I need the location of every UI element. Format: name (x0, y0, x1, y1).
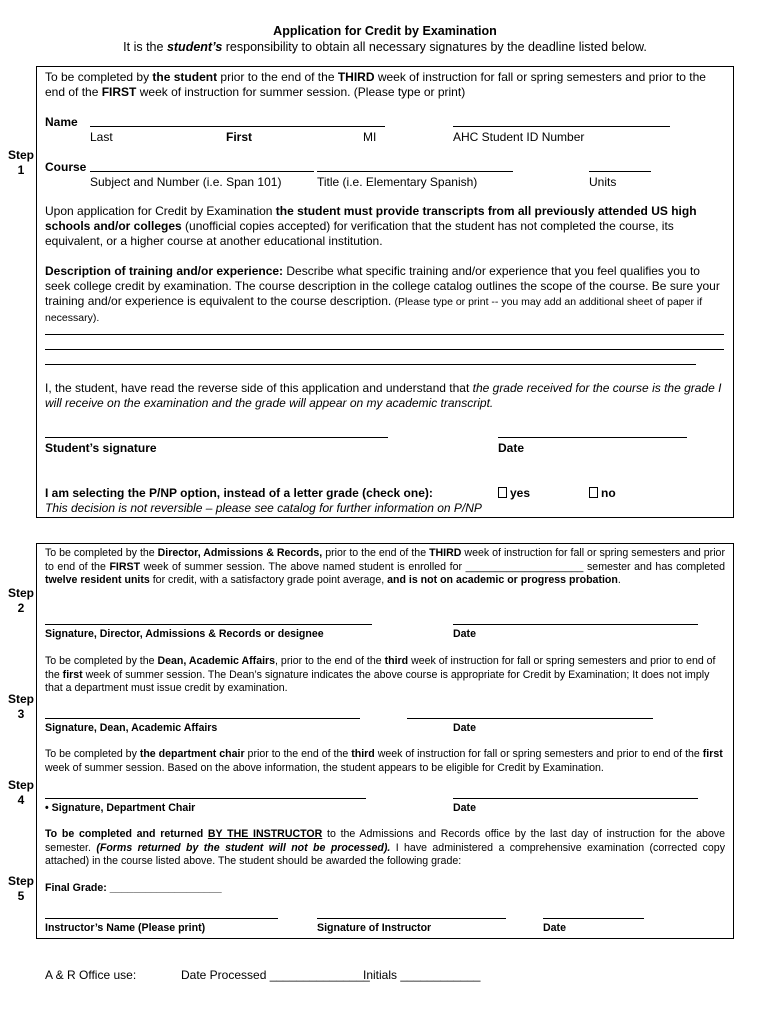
pnp-no-checkbox[interactable] (589, 487, 598, 498)
chair-date-field[interactable] (453, 798, 698, 799)
director-date-field[interactable] (453, 624, 698, 625)
subtitle-emphasis: student’s (166, 40, 223, 54)
course-title-caption: Title (i.e. Elementary Spanish) (317, 175, 478, 189)
student-date-caption: Date (498, 441, 525, 455)
middle-initial-caption: MI (363, 130, 377, 144)
approvals-section (36, 543, 734, 939)
course-title-field[interactable] (317, 171, 513, 172)
date-processed-field[interactable]: Date Processed _______________ (181, 968, 370, 982)
subtitle-text: It is the (123, 40, 167, 54)
step-3-paragraph: To be completed by the Dean, Academic Affairs, prior to the end of the third week of instruction for fall or spring semesters and prior to end of the first week of summer session. The Dean’s signature indicates the above course is appropriate for Credit by Examination; It does not imply that a department must issue credit by examination. (45, 655, 716, 694)
dean-date-caption: Date (453, 722, 476, 734)
subject-number-caption: Subject and Number (i.e. Span 101) (90, 175, 282, 189)
course-subject-field[interactable] (90, 171, 314, 172)
student-id-caption: AHC Student ID Number (453, 130, 585, 144)
student-id-field[interactable] (453, 126, 670, 127)
description-line-2[interactable] (45, 349, 724, 350)
name-field[interactable] (90, 126, 385, 127)
student-signature-field[interactable] (45, 437, 388, 438)
first-name-caption: First (226, 130, 253, 144)
office-use-label: A & R Office use: (45, 968, 137, 982)
director-signature-caption: Signature, Director, Admissions & Records or designee (45, 628, 324, 640)
step-3-label: Step 3 (7, 692, 34, 721)
step-5-label: Step 5 (7, 874, 34, 903)
dean-signature-field[interactable] (45, 718, 360, 719)
name-label: Name (45, 115, 78, 129)
student-signature-caption: Student’s signature (45, 441, 157, 455)
step-1-intro: To be completed by the student prior to the end of the THIRD week of instruction for fall or spring semesters and prior to the end of the FIRST week of instruction for summer session. (Please type or print) (45, 70, 706, 99)
pnp-note: This decision is not reversible – please see catalog for further information on P/NP (45, 501, 482, 515)
step-2-paragraph: To be completed by the Director, Admissions & Records, prior to the end of the THIRD week of instruction for fall or spring semesters and prior to end of the FIRST week of summer session. The above named student is enrolled for ____________________ semester and has completed twelve resident units for credit, with a satisfactory grade point average, and is not on academic or progress probation. (45, 547, 725, 586)
dean-date-field[interactable] (407, 718, 653, 719)
form-title: Application for Credit by Examination (273, 24, 497, 38)
initials-field[interactable]: Initials ____________ (363, 968, 481, 982)
instructor-date-caption: Date (543, 922, 566, 934)
chair-signature-field[interactable] (45, 798, 366, 799)
subtitle-text-end: responsibility to obtain all necessary signatures by the deadline listed below. (222, 40, 647, 54)
chair-date-caption: Date (453, 802, 476, 814)
last-name-caption: Last (90, 130, 113, 144)
description-line-1[interactable] (45, 334, 724, 335)
pnp-yes-option[interactable] (498, 486, 530, 500)
pnp-no-option[interactable] (589, 486, 616, 500)
instructor-name-field[interactable] (45, 918, 278, 919)
director-date-caption: Date (453, 628, 476, 640)
chair-signature-caption: • Signature, Department Chair (45, 802, 196, 814)
pnp-yes-checkbox[interactable] (498, 487, 507, 498)
student-date-field[interactable] (498, 437, 687, 438)
step-4-paragraph: To be completed by the department chair prior to the end of the third week of instruction for fall or spring semesters and prior to end of the first week of summer session. Based on the above information, the student appears to be eligible for Credit by Examination. (45, 748, 723, 774)
dean-signature-caption: Signature, Dean, Academic Affairs (45, 722, 218, 734)
instructor-signature-caption: Signature of Instructor (317, 922, 432, 934)
pnp-yes-label: yes (510, 486, 531, 500)
units-field[interactable] (589, 171, 651, 172)
pnp-question: I am selecting the P/NP option, instead of a letter grade (check one): (45, 486, 433, 500)
transcripts-paragraph: Upon application for Credit by Examination the student must provide transcripts from all previously attended US high schools and/or colleges (unofficial copies accepted) for verification that the student has not completed the course, its equivalent, or a higher course at another educational institution. (45, 204, 697, 248)
step-2-label: Step 2 (7, 586, 34, 615)
step-5-paragraph: To be completed and returned BY THE INSTRUCTOR to the Admissions and Records office by the last day of instruction for the above semester. (Forms returned by the student will not be processed). I have administered a comprehensive examination (corrected copy attached) in the course listed above. The student should be awarded the following grade: (45, 828, 725, 867)
final-grade-field[interactable]: Final Grade: ___________________ (45, 882, 222, 894)
units-caption: Units (589, 175, 617, 189)
instructor-date-field[interactable] (543, 918, 644, 919)
instructor-name-caption: Instructor’s Name (Please print) (45, 922, 206, 934)
instructor-signature-field[interactable] (317, 918, 506, 919)
pnp-no-label: no (601, 486, 616, 500)
course-label: Course (45, 160, 87, 174)
director-signature-field[interactable] (45, 624, 372, 625)
step-4-label: Step 4 (7, 778, 34, 807)
form-subtitle (0, 40, 770, 54)
description-line-3[interactable] (45, 364, 696, 365)
step-1-label: Step 1 (7, 148, 34, 177)
description-paragraph: Description of training and/or experience: Describe what specific training and/or experience that you feel qualifies you to seek college credit by examination. The course description in the college catalog outlines the scope of the course. Be sure your training and/or experience is equivalent to the course description. (Please type or print -- you may add an additional sheet of paper if necessary). (45, 264, 720, 324)
acknowledgement-paragraph: I, the student, have read the reverse side of this application and understand that the grade received for the course is the grade I will receive on the examination and the grade will appear on my academic transcript. (45, 381, 722, 410)
